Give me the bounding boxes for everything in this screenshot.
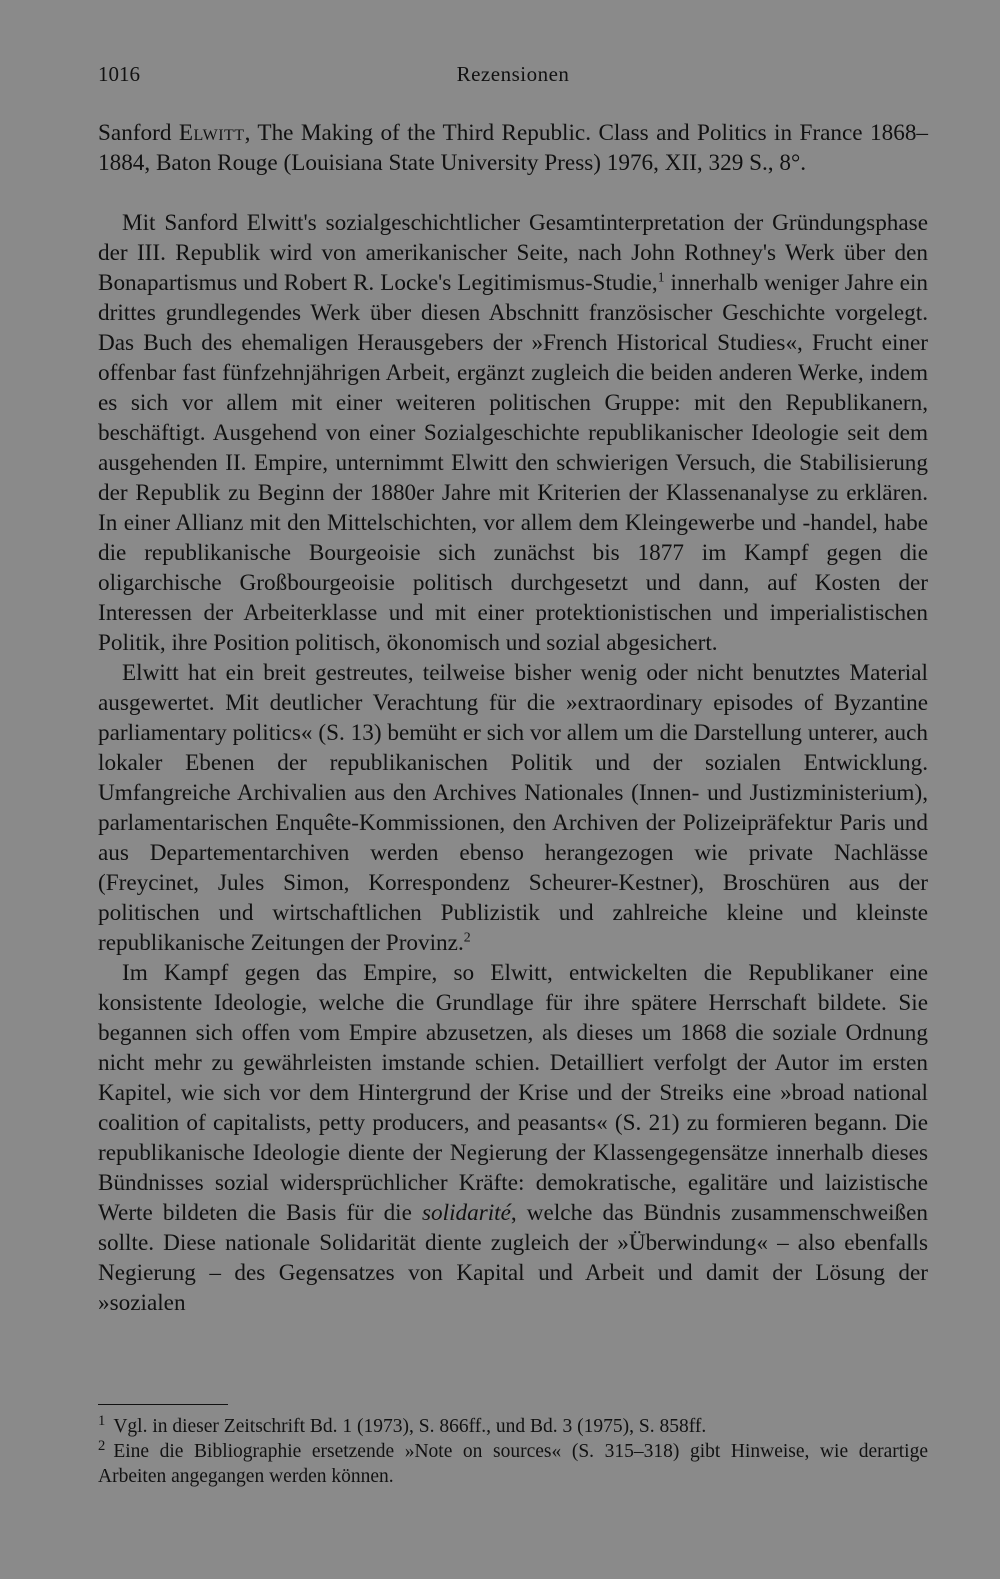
page-header bbox=[98, 62, 928, 92]
page-number: 1016 bbox=[98, 62, 140, 86]
footnote-2-text: Eine die Bibliographie ersetzende »Note on sources« (S. 315–318) gibt Hinweise, wie derartige Arbeiten angegangen werden können. bbox=[98, 1441, 928, 1487]
book-citation bbox=[98, 118, 928, 178]
paragraph-1 bbox=[98, 208, 928, 658]
paragraph-1-text-a: Mit Sanford Elwitt's sozialgeschichtlicher Gesamtinterpretation der Gründungsphase der III. Republik wird von amerikanischer Seite, nach John Rothney's Werk über den Bonapartismus und Robert R. Locke's Legitimismus-Studie, bbox=[98, 210, 928, 296]
paragraph-2-text: Elwitt hat ein breit gestreutes, teilweise bisher wenig oder nicht benutztes Material ausgewertet. Mit deutlicher Verachtung für die »extraordinary episodes of Byzantine parliamentary politics« (S. 13) bemüht er sich vor allem um die Darstellung unterer, auch lokaler Ebenen der republikanischen Politik und der sozialen Entwicklung. Umfangreiche Archivalien aus den Archives Nationales (Innen- und Justizministerium), parlamentarischen Enquête-Kommissionen, den Archiven der Polizeipräfektur Paris und aus Departementarchiven werden ebenso herangezogen wie private Nachlässe (Freycinet, Jules Simon, Korrespondenz Scheurer-Kestner), Broschüren aus der politischen und wirtschaftlichen Publizistik und zahlreiche kleine und kleinste republikanische Zeitungen der Provinz. bbox=[98, 660, 928, 956]
citation-author-last: Elwitt bbox=[178, 120, 245, 146]
citation-author-first: Sanford bbox=[98, 120, 172, 146]
citation-details: , The Making of the Third Republic. Class and Politics in France 1868–1884, Baton Rouge (Louisiana State University Press) 1976, XII, 329 S., 8°. bbox=[98, 120, 929, 176]
footnote-2 bbox=[98, 1439, 928, 1489]
footnote-1-text: Vgl. in dieser Zeitschrift Bd. 1 (1973), S. 866ff., und Bd. 3 (1975), S. 858ff. bbox=[113, 1416, 707, 1437]
paragraph-3-text-b: , welche das Bündnis zusammenschweißen sollte. Diese nationale Solidarität diente zugleich der »Überwindung« – also ebenfalls Negierung – des Gegensatzes von Kapital und Arbeit und damit der Lösung der »sozialen bbox=[98, 1200, 929, 1316]
review-body bbox=[98, 118, 928, 1318]
footnote-ref-1: 1 bbox=[657, 270, 665, 286]
paragraph-1-text-b: innerhalb weniger Jahre ein drittes grundlegendes Werk über diesen Abschnitt französischer Geschichte vorgelegt. Das Buch des ehemaligen Herausgebers der »French Historical Studies«, Frucht einer offenbar fast fünfzehnjährigen Arbeit, ergänzt zugleich die beiden anderen Werke, indem es sich vor allem mit einer weiteren politischen Gruppe: mit den Republikanern, beschäftigt. Ausgehend von einer Sozialgeschichte republikanischer Ideologie seit dem ausgehenden II. Empire, unternimmt Elwitt den schwierigen Versuch, die Stabilisierung der Republik zu Beginn der 1880er Jahre mit Kriterien der Klassenanalyse zu erklären. In einer Allianz mit den Mittelschichten, vor allem dem Kleingewerbe und -handel, habe die republikanische Bourgeoisie sich zunächst bis 1877 im Kampf gegen die oligarchische Großbourgeoisie politisch durchgesetzt und dann, auf Kosten der Interessen der Arbeiterklasse und mit einer protektionistischen und imperialistischen Politik, ihre Position politisch, ökonomisch und sozial abgesichert. bbox=[98, 270, 928, 656]
paragraph-3-text-a: Im Kampf gegen das Empire, so Elwitt, entwickelten die Republikaner eine konsistente Ideologie, welche die Grundlage für ihre spätere Herrschaft bildete. Sie begannen sich offen vom Empire abzusetzen, als dieses um 1868 die soziale Ordnung nicht mehr zu gewährleisten imstande schien. Detailliert verfolgt der Autor im ersten Kapitel, wie sich vor dem Hintergrund der Krise und der Streiks eine »broad national coalition of capitalists, petty producers, and peasants« (S. 21) zu formieren begann. Die republikanische Ideologie diente der Negierung der Klassengegensätze innerhalb dieses Bündnisses sozial widersprüchlicher Kräfte: demokratische, egalitäre und laizistische Werte bildeten die Basis für die bbox=[98, 960, 928, 1226]
paragraph-2 bbox=[98, 658, 928, 958]
footnote-divider bbox=[98, 1404, 228, 1405]
running-head: Rezensionen bbox=[456, 62, 570, 86]
paragraph-3 bbox=[98, 958, 928, 1318]
footnote-1-mark: 1 bbox=[98, 1412, 106, 1429]
paragraph-3-emphasis: solidarité bbox=[422, 1200, 511, 1226]
footnote-ref-2: 2 bbox=[463, 930, 471, 946]
footnote-2-mark: 2 bbox=[98, 1437, 106, 1454]
footnotes bbox=[98, 1414, 928, 1489]
footnote-1 bbox=[98, 1414, 928, 1439]
